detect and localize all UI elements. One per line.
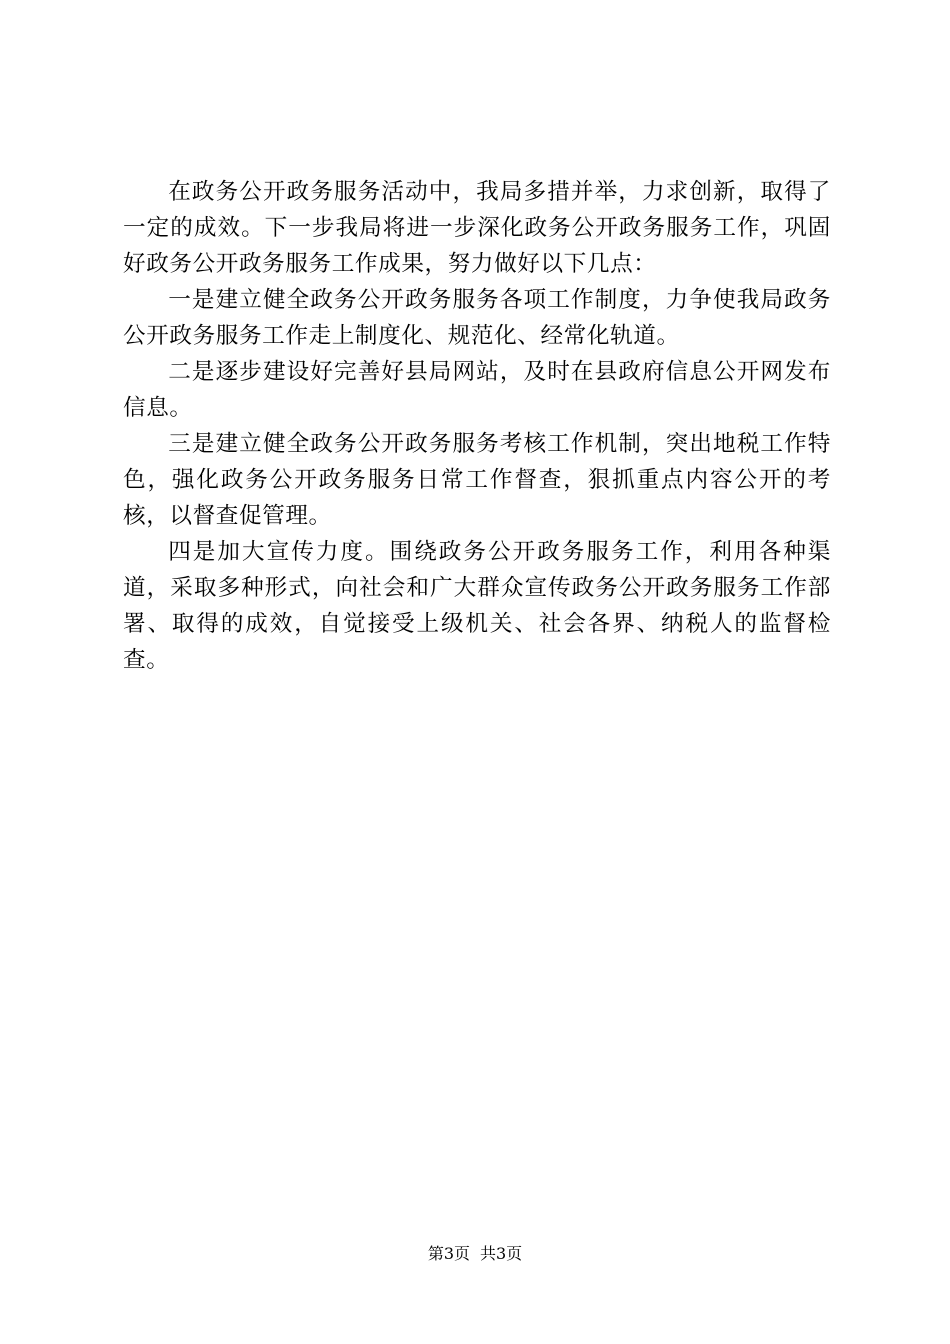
document-body: [123, 174, 831, 678]
paragraph-point-one: 一是建立健全政务公开政务服务各项工作制度，力争使我局政务公开政务服务工作走上制度化、规范化、经常化轨道。: [123, 287, 831, 349]
paragraph-point-three: 三是建立健全政务公开政务服务考核工作机制，突出地税工作特色，强化政务公开政务服务日常工作督查，狠抓重点内容公开的考核，以督查促管理。: [123, 431, 831, 529]
page-footer: [0, 1242, 950, 1266]
page-number-current: 第3页: [427, 1244, 470, 1263]
paragraph-point-two: 二是逐步建设好完善好县局网站，及时在县政府信息公开网发布信息。: [123, 359, 831, 421]
paragraph-point-four: 四是加大宣传力度。围绕政务公开政务服务工作，利用各种渠道，采取多种形式，向社会和广大群众宣传政务公开政务服务工作部署、取得的成效，自觉接受上级机关、社会各界、纳税人的监督检查。: [123, 539, 831, 673]
paragraph-intro: 在政务公开政务服务活动中，我局多措并举，力求创新，取得了一定的成效。下一步我局将进一步深化政务公开政务服务工作，巩固好政务公开政务服务工作成果，努力做好以下几点：: [123, 179, 831, 277]
page-number-total: 共3页: [480, 1244, 523, 1263]
